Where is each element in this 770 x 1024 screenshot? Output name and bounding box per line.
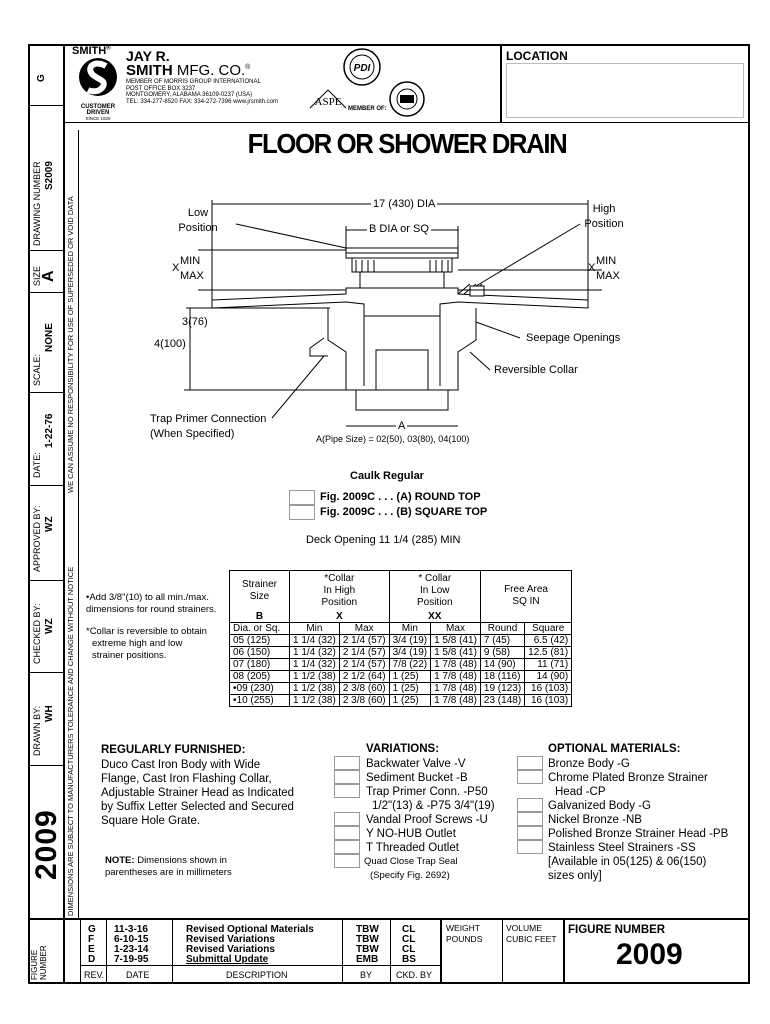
x-right: X — [588, 262, 596, 274]
table-cell: 23 (148) — [480, 694, 524, 706]
option-checkbox-round[interactable] — [289, 490, 315, 505]
mm-note: NOTE: Dimensions shown in parentheses are in millimeters — [105, 855, 232, 878]
revision-cell: Revised Variations — [186, 934, 275, 945]
dim-b-dia: B DIA or SQ — [369, 223, 429, 235]
variation-label: Y NO-HUB Outlet — [366, 828, 456, 840]
svg-text:PDI: PDI — [353, 63, 371, 74]
collar-label: Reversible Collar — [494, 364, 578, 376]
table-cell: 06 (150) — [230, 646, 290, 658]
variation-checkbox[interactable] — [334, 770, 360, 784]
table-row — [230, 658, 572, 670]
variation-checkbox[interactable] — [334, 854, 360, 868]
table-cell: 1 1/4 (32) — [290, 634, 340, 646]
table-cell: 05 (125) — [230, 634, 290, 646]
disclaimer-column-divider — [78, 130, 79, 918]
table-cell: 2 1/2 (64) — [339, 670, 389, 682]
table-cell: 1 7/8 (48) — [431, 682, 481, 694]
figure-number: 2009 — [616, 938, 683, 971]
company-address: MEMBER OF MORRIS GROUP INTERNATIONAL POST OFFICE BOX 3237 MONTGOMERY, ALABAMA 36109-0237 (USA) TEL: 334-277-8520 FAX: 334-272-7396 www.jrsmith.com — [126, 79, 279, 105]
smith-logo — [78, 52, 118, 102]
table-cell: 1 7/8 (48) — [431, 670, 481, 682]
disclaimer-lower: DIMENSIONS ARE SUBJECT TO MANUFACTURERS TOLERANCE AND CHANGE WITHOUT NOTICE — [66, 566, 75, 916]
optional-label: Head -CP — [555, 786, 606, 798]
location-box — [506, 63, 744, 118]
fig-option-square: Fig. 2009C . . . (B) SQUARE TOP — [320, 506, 488, 518]
table-cell: 2 1/4 (57) — [339, 658, 389, 670]
variation-label: Backwater Valve -V — [366, 758, 466, 770]
variation-label: (Specify Fig. 2692) — [370, 870, 450, 881]
optional-checkbox[interactable] — [517, 840, 543, 854]
pdi-logo — [342, 47, 382, 87]
location-box-left-border — [500, 44, 502, 123]
revision-cell: D — [88, 954, 96, 965]
side-drawing-number: S2009 — [44, 161, 55, 190]
table-cell: 2 3/8 (60) — [339, 694, 389, 706]
revision-cell: Submittal Update — [186, 954, 269, 965]
table-cell: 18 (116) — [480, 670, 524, 682]
side-date-label: DATE: — [32, 452, 42, 478]
optional-heading: OPTIONAL MATERIALS: — [548, 743, 681, 755]
table-cell: 9 (58) — [480, 646, 524, 658]
revision-cell: BS — [402, 954, 416, 965]
table-cell: 1 (25) — [389, 670, 430, 682]
optional-label: Nickel Bronze -NB — [548, 814, 642, 826]
revision-cell: 1-23-14 — [114, 944, 149, 955]
table-cell: •10 (255) — [230, 694, 290, 706]
revision-cell: 11-3-16 — [114, 924, 148, 935]
optional-checkbox[interactable] — [517, 756, 543, 770]
optional-checkbox[interactable] — [517, 770, 543, 784]
x-left: X — [172, 262, 180, 274]
rev-header-ckd: CKD. BY — [396, 970, 433, 980]
variations-heading: VARIATIONS: — [366, 743, 440, 755]
table-cell: 1 1/2 (38) — [290, 670, 340, 682]
member-of: MEMBER OF: — [348, 106, 387, 112]
side-size: A — [40, 270, 57, 282]
optional-label: Chrome Plated Bronze Strainer — [548, 772, 708, 784]
dim-17-dia: 17 (430) DIA — [373, 198, 436, 210]
optional-checkbox[interactable] — [517, 826, 543, 840]
table-cell: 1 1/2 (38) — [290, 682, 340, 694]
side-big-number: 2009 — [30, 809, 63, 880]
optional-label: Bronze Body -G — [548, 758, 630, 770]
revision-cell: 6-10-15 — [114, 934, 149, 945]
optional-label: sizes only] — [548, 870, 602, 882]
table-cell: 6.5 (42) — [525, 634, 572, 646]
page-title: FLOOR OR SHOWER DRAIN — [247, 128, 567, 159]
table-cell: 1 (25) — [389, 694, 430, 706]
assse-logo — [388, 80, 426, 118]
optional-checkbox[interactable] — [517, 798, 543, 812]
variation-checkbox[interactable] — [334, 756, 360, 770]
revision-cell: Revised Variations — [186, 944, 275, 955]
dimensions-table — [229, 570, 572, 707]
table-cell: 1 5/8 (41) — [431, 634, 481, 646]
rev-header-desc: DESCRIPTION — [226, 970, 288, 980]
side-scale: NONE — [44, 323, 55, 352]
note-collar: *Collar is reversible to obtain extreme high and low strainer positions. — [86, 626, 207, 661]
side-rev-letter: G — [36, 74, 47, 82]
revision-cell: Revised Optional Materials — [186, 924, 314, 935]
side-figure-number-label: FIGURE NUMBER — [30, 945, 48, 980]
side-approved: WZ — [44, 516, 55, 532]
high-position-label: High Position — [584, 203, 624, 230]
table-header-row: Strainer Size *Collar In High Position * Collar In Low Position Free Area SQ IN — [230, 571, 572, 611]
optional-label: Galvanized Body -G — [548, 800, 651, 812]
table-cell: 11 (71) — [525, 658, 572, 670]
table-row — [230, 646, 572, 658]
table-cell: 7/8 (22) — [389, 658, 430, 670]
variation-checkbox[interactable] — [334, 826, 360, 840]
table-cell: 07 (180) — [230, 658, 290, 670]
optional-label: [Available in 05(125) & 06(150) — [548, 856, 707, 868]
revision-cell: EMB — [356, 954, 379, 965]
side-drawn-label: DRAWN BY: — [32, 705, 42, 756]
revision-cell: E — [88, 944, 95, 955]
table-cell: 1 5/8 (41) — [431, 646, 481, 658]
table-cell: •09 (230) — [230, 682, 290, 694]
deck-opening: Deck Opening 11 1/4 (285) MIN — [306, 534, 461, 546]
volume-label: VOLUME CUBIC FEET — [506, 923, 557, 944]
variation-label: 1/2"(13) & -P75 3/4"(19) — [372, 800, 495, 812]
side-scale-label: SCALE: — [32, 353, 42, 386]
trap-primer-label: Trap Primer Connection (When Specified) — [150, 413, 267, 440]
figure-number-label: FIGURE NUMBER — [568, 924, 666, 936]
table-cell: 08 (205) — [230, 670, 290, 682]
aspe-logo — [308, 88, 348, 110]
optional-label: Polished Bronze Strainer Head -PB — [548, 828, 729, 840]
revision-cell: CL — [402, 944, 416, 955]
table-cell: 12.5 (81) — [525, 646, 572, 658]
note-round-strainers: •Add 3/8"(10) to all min./max. dimensions for round strainers. — [86, 592, 217, 615]
svg-text:ASPE: ASPE — [314, 96, 342, 108]
revision-cell: G — [88, 924, 96, 935]
variation-label: Trap Primer Conn. -P50 — [366, 786, 488, 798]
revision-cell: TBW — [356, 944, 379, 955]
table-cell: 1 1/4 (32) — [290, 658, 340, 670]
variation-label: Vandal Proof Screws -U — [366, 814, 488, 826]
table-cell: 1 1/2 (38) — [290, 694, 340, 706]
table-cell: 3/4 (19) — [389, 634, 430, 646]
side-size-label: SIZE — [32, 265, 42, 286]
smith-small: SMITH® — [72, 45, 111, 57]
variation-label: Sediment Bucket -B — [366, 772, 468, 784]
rev-header-by: BY — [360, 970, 373, 980]
variation-checkbox[interactable] — [334, 812, 360, 826]
fig-option-round: Fig. 2009C . . . (A) ROUND TOP — [320, 491, 481, 503]
revision-cell: CL — [402, 934, 416, 945]
table-row — [230, 634, 572, 646]
dim-4: 4(100) — [154, 338, 186, 350]
option-checkbox-square[interactable] — [289, 505, 315, 520]
regularly-furnished: REGULARLY FURNISHED: Duco Cast Iron Body with Wide Flange, Cast Iron Flashing Collar, Adjustable Strainer Head as Indicated by Suffix Letter Selected and Secured Square Hole Grate. — [101, 744, 295, 827]
side-approved-label: APPROVED BY: — [32, 505, 42, 572]
table-cell: 19 (123) — [480, 682, 524, 694]
a-pipe-size: A(Pipe Size) = 02(50), 03(80), 04(100) — [316, 434, 470, 444]
table-cell: 14 (90) — [525, 670, 572, 682]
dim-3: 3(76) — [182, 316, 208, 328]
revision-cell: F — [88, 934, 95, 945]
caulk-regular: Caulk Regular — [350, 470, 424, 482]
a-label: A — [398, 420, 406, 432]
location-label: LOCATION — [506, 49, 568, 63]
table-cell: 16 (103) — [525, 694, 572, 706]
table-cell: 3/4 (19) — [389, 646, 430, 658]
table-symbol-row: B X XX — [230, 611, 572, 623]
table-cell: 2 1/4 (57) — [339, 634, 389, 646]
table-row — [230, 694, 572, 706]
revision-row — [80, 955, 442, 965]
variation-checkbox[interactable] — [334, 840, 360, 854]
table-cell: 1 7/8 (48) — [431, 694, 481, 706]
max-right: MAX — [596, 270, 620, 282]
table-cell: 1 1/4 (32) — [290, 646, 340, 658]
side-drawn: WH — [44, 705, 55, 722]
side-checked-label: CHECKED BY: — [32, 603, 42, 664]
low-position-label: Low Position — [178, 207, 218, 234]
optional-checkbox[interactable] — [517, 812, 543, 826]
company-line2: SMITH MFG. CO.® — [126, 62, 251, 79]
table-cell: 16 (103) — [525, 682, 572, 694]
max-left: MAX — [180, 270, 204, 282]
table-row — [230, 670, 572, 682]
variation-checkbox[interactable] — [334, 784, 360, 798]
table-cell: 7 (45) — [480, 634, 524, 646]
table-cell: 2 3/8 (60) — [339, 682, 389, 694]
optional-label: Stainless Steel Strainers -SS — [548, 842, 696, 854]
min-left: MIN — [180, 255, 201, 267]
disclaimer-upper: WE CAN ASSUME NO RESPONSIBILITY FOR USE OF SUPERSEDED OR VOID DATA — [66, 196, 75, 493]
rev-header-date: DATE — [126, 970, 150, 980]
rev-header-rev: REV. — [84, 970, 105, 980]
table-cell: 1 (25) — [389, 682, 430, 694]
logo-caption: CUSTOMER DRIVEN SINCE 1926 — [80, 104, 116, 121]
revision-cell: CL — [402, 924, 416, 935]
table-subheader-row: Dia. or Sq. Min Max Min Max Round Square — [230, 622, 572, 634]
side-drawing-number-label: DRAWING NUMBER — [32, 161, 42, 246]
side-date: 1-22-76 — [44, 413, 55, 448]
revision-rows — [80, 925, 442, 965]
variation-label: T Threaded Outlet — [366, 842, 459, 854]
revision-cell: TBW — [356, 934, 379, 945]
seepage-label: Seepage Openings — [526, 332, 621, 344]
table-row — [230, 682, 572, 694]
table-cell: 2 1/4 (57) — [339, 646, 389, 658]
table-cell: 14 (90) — [480, 658, 524, 670]
table-cell: 1 7/8 (48) — [431, 658, 481, 670]
weight-label: WEIGHT POUNDS — [446, 923, 483, 944]
company-line1: JAY R. — [126, 48, 170, 64]
revision-cell: TBW — [356, 924, 379, 935]
variation-label: Quad Close Trap Seal — [364, 856, 458, 867]
header-bottom-border — [64, 122, 750, 123]
min-right: MIN — [596, 255, 617, 267]
side-checked: WZ — [44, 618, 55, 634]
revision-cell: 7-19-95 — [114, 954, 149, 965]
